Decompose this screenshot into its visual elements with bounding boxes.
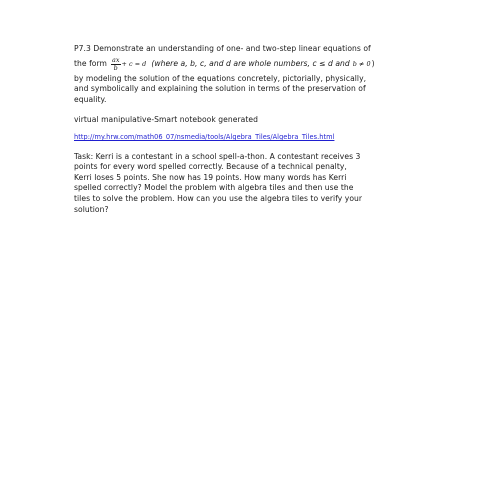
where-clause: (where a, b, c, and d are whole numbers, c ≤ d and (151, 59, 350, 69)
equation-fraction (111, 57, 121, 72)
task-line-1: Task: Kerri is a contestant in a school spell-a-thon. A contestant receives 3 (74, 151, 361, 161)
outcome-line-5: equality. (74, 94, 107, 104)
resource-label: virtual manipulative-Smart notebook generated (74, 115, 258, 125)
task-line-5: tiles to solve the problem. How can you use the algebra tiles to verify your (74, 193, 363, 203)
task-line-3: Kerri loses 5 points. She now has 19 points. How many words has Kerri (74, 172, 347, 182)
fraction-denominator: b (113, 64, 118, 73)
form-prefix: the form (74, 59, 107, 69)
outcome-line-1: P7.3 Demonstrate an understanding of one- and two-step linear equations of (74, 44, 371, 53)
fraction-numerator: ax (111, 56, 120, 65)
task-line-2: points for every word spelled correctly. Because of a technical penalty, (74, 162, 347, 172)
resource-link-row (74, 132, 426, 143)
curriculum-outcome (74, 44, 426, 105)
task-line-4: spelled correctly? Model the problem with algebra tiles and then use the (74, 183, 354, 193)
where-close: ) (371, 59, 375, 69)
outcome-formula-line (74, 56, 426, 74)
task-line-6: solution? (74, 204, 109, 214)
document-page (74, 44, 426, 215)
task-paragraph (74, 152, 426, 216)
b-condition: b ≠ 0 (352, 60, 371, 69)
outcome-line-4: and symbolically and explaining the solution in terms of the preservation of (74, 84, 366, 94)
algebra-tiles-link[interactable]: http://my.hrw.com/math06_07/nsmedia/tools/Algebra_Tiles/Algebra_Tiles.html (74, 132, 335, 141)
outcome-line-3: by modeling the solution of the equations concretely, pictorially, physically, (74, 73, 367, 83)
equation-tail: + c = d (121, 60, 147, 69)
